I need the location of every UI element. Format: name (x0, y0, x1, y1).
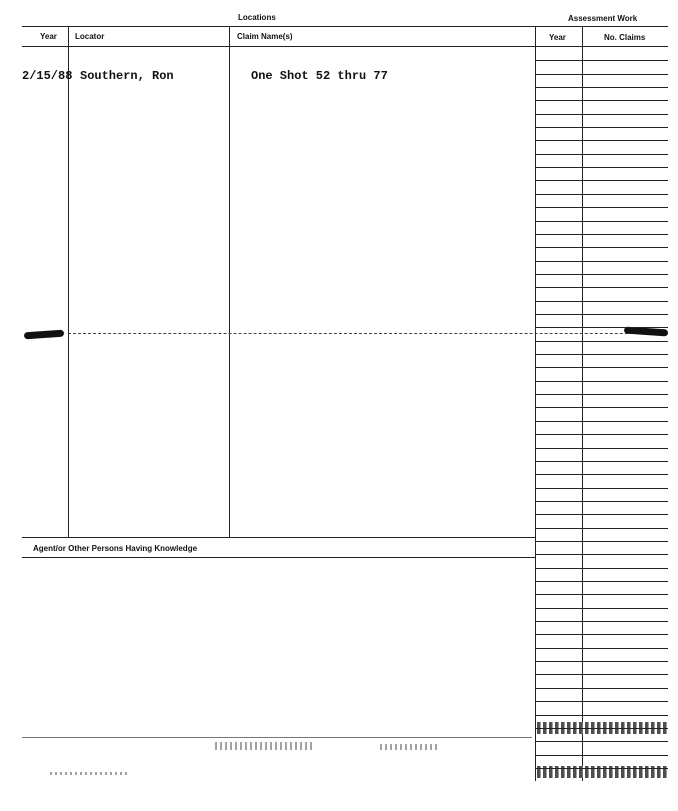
assessment-ruled-row (536, 421, 668, 422)
locations-bottom-rule (22, 537, 536, 538)
assessment-ruled-row (536, 728, 668, 729)
assessment-ruled-row (536, 648, 668, 649)
assessment-ruled-row (536, 554, 668, 555)
assessment-ruled-row (536, 501, 668, 502)
agent-section-rule (22, 557, 536, 558)
no-claims-column-header: No. Claims (604, 33, 646, 42)
scan-noise-3 (50, 772, 130, 775)
assessment-ruled-row (536, 87, 668, 88)
assessment-ruled-row (536, 194, 668, 195)
assessment-ruled-row (536, 354, 668, 355)
locations-heading: Locations (238, 13, 276, 22)
fold-line (68, 333, 668, 334)
assessment-ruled-row (536, 207, 668, 208)
assessment-ruled-row (536, 621, 668, 622)
assessment-ruled-row (536, 715, 668, 716)
scan-noise-2 (380, 744, 440, 750)
assessment-ruled-row (536, 367, 668, 368)
assessment-ruled-row (536, 314, 668, 315)
locator-column-header: Locator (75, 32, 105, 41)
header-bottom-rule (22, 46, 668, 47)
assessment-ruled-row (536, 234, 668, 235)
entry-claim-names: One Shot 52 thru 77 (251, 69, 388, 83)
assessment-ruled-row (536, 60, 668, 61)
assessment-ruled-row (536, 768, 668, 769)
assessment-ruled-row (536, 261, 668, 262)
assessment-ruled-row (536, 448, 668, 449)
agent-section-label: Agent/or Other Persons Having Knowledge (33, 544, 198, 553)
assessment-ruled-row (536, 114, 668, 115)
assessment-ruled-row (536, 100, 668, 101)
assessment-ruled-row (536, 247, 668, 248)
assessment-ruled-row (536, 608, 668, 609)
assessment-ruled-row (536, 154, 668, 155)
assessment-ruled-row (536, 514, 668, 515)
assessment-ruled-row (536, 180, 668, 181)
entry-year: 2/15/88 (22, 69, 73, 83)
assessment-ruled-row (536, 221, 668, 222)
assessment-ruled-row (536, 274, 668, 275)
assessment-ruled-row (536, 634, 668, 635)
scan-noise-1 (215, 742, 315, 750)
assessment-ruled-row (536, 741, 668, 742)
assessment-ruled-row (536, 755, 668, 756)
assessment-ruled-row (536, 488, 668, 489)
assessment-ruled-row (536, 341, 668, 342)
assessment-ruled-row (536, 434, 668, 435)
year-column-header: Year (40, 32, 57, 41)
assessment-ruled-row (536, 701, 668, 702)
assessment-ruled-row (536, 541, 668, 542)
assessment-ruled-row (536, 74, 668, 75)
assessment-ruled-row (536, 688, 668, 689)
year-locator-divider (68, 26, 69, 537)
assessment-ruled-row (536, 167, 668, 168)
assessment-ruled-row (536, 474, 668, 475)
assessment-work-heading: Assessment Work (568, 14, 638, 23)
assessment-ruled-row (536, 581, 668, 582)
bottom-rule (22, 737, 532, 738)
header-top-rule (22, 26, 668, 27)
assessment-ruled-row (536, 381, 668, 382)
assessment-ruled-row (536, 327, 668, 328)
assessment-ruled-row (536, 594, 668, 595)
fold-mark-left (24, 330, 64, 340)
assessment-ruled-row (536, 127, 668, 128)
assessment-ruled-row (536, 394, 668, 395)
assessment-ruled-row (536, 461, 668, 462)
assessment-ruled-row (536, 301, 668, 302)
assessment-ruled-row (536, 287, 668, 288)
claim-names-column-header: Claim Name(s) (237, 32, 293, 41)
assessment-ruled-row (536, 661, 668, 662)
assessment-ruled-row (536, 407, 668, 408)
locator-claims-divider (229, 26, 230, 537)
entry-locator: Southern, Ron (80, 69, 174, 83)
assessment-ruled-row (536, 528, 668, 529)
assessment-ruled-row (536, 140, 668, 141)
assessment-year-column-header: Year (549, 33, 566, 42)
assessment-ruled-row (536, 568, 668, 569)
assessment-ruled-row (536, 674, 668, 675)
